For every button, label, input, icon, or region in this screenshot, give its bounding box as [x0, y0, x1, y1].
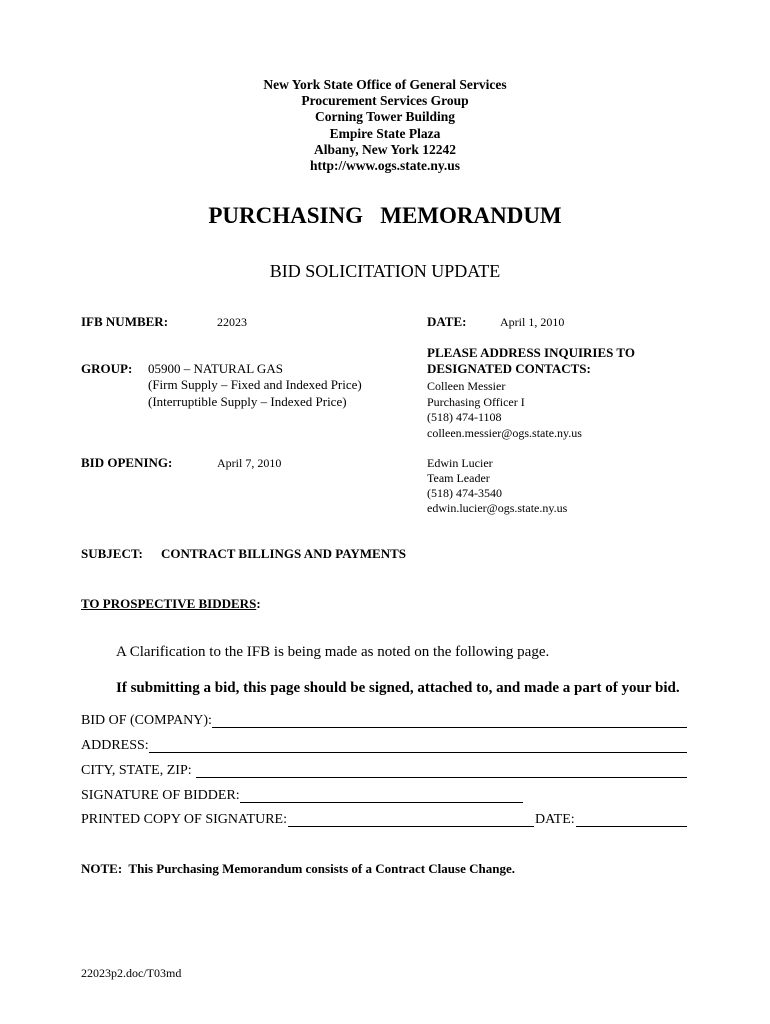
clarification-text: A Clarification to the IFB is being made as noted on the following page. — [116, 644, 550, 660]
signature-field-label: SIGNATURE OF BIDDER: — [81, 788, 240, 803]
contact-name: Edwin Lucier — [427, 456, 493, 470]
to-prospective-colon: : — [256, 596, 261, 611]
header-line-plaza: Empire State Plaza — [329, 126, 441, 141]
city-state-zip-field-line[interactable] — [196, 777, 687, 778]
note-text: NOTE: This Purchasing Memorandum consists of a Contract Clause Change. — [81, 861, 515, 876]
to-prospective-bidders — [81, 596, 261, 612]
group-line-3: (Interruptible Supply – Indexed Price) — [148, 394, 347, 409]
header-line-url[interactable]: http://www.ogs.state.ny.us — [309, 158, 461, 173]
date-field-label: DATE: — [535, 812, 575, 827]
contact-title: Purchasing Officer I — [427, 395, 525, 409]
printed-copy-field-line[interactable] — [288, 826, 534, 827]
document-footer: 22023p2.doc/T03md — [81, 966, 182, 980]
contact-email[interactable]: edwin.lucier@ogs.state.ny.us — [427, 501, 568, 515]
city-state-zip-field-label: CITY, STATE, ZIP: — [81, 763, 192, 778]
group-line-1: 05900 – NATURAL GAS — [148, 361, 283, 376]
to-prospective-label: TO PROSPECTIVE BIDDERS — [81, 596, 257, 611]
inquiries-heading-2: DESIGNATED CONTACTS: — [427, 361, 591, 376]
inquiries-heading-1: PLEASE ADDRESS INQUIRIES TO — [427, 345, 635, 360]
company-field-label: BID OF (COMPANY): — [81, 713, 212, 728]
ifb-number-value: 22023 — [217, 315, 247, 329]
contact-name: Colleen Messier — [427, 379, 506, 393]
signature-field-line[interactable] — [240, 802, 523, 803]
group-label: GROUP: — [81, 361, 133, 376]
address-field-line[interactable] — [149, 752, 687, 753]
contact-email[interactable]: colleen.messier@ogs.state.ny.us — [427, 426, 582, 440]
subject-value: CONTRACT BILLINGS AND PAYMENTS — [161, 546, 407, 561]
bid-opening-value: April 7, 2010 — [217, 456, 282, 470]
ifb-number-label: IFB NUMBER: — [81, 314, 169, 329]
date-value: April 1, 2010 — [500, 315, 565, 329]
contact-title: Team Leader — [427, 471, 490, 485]
address-field-label: ADDRESS: — [81, 738, 149, 753]
group-line-2: (Firm Supply – Fixed and Indexed Price) — [148, 377, 362, 392]
header-line-agency: New York State Office of General Services — [263, 77, 507, 92]
date-field-line[interactable] — [576, 826, 687, 827]
instruction-text: If submitting a bid, this page should be signed, attached to, and made a part of your bid. — [116, 680, 680, 696]
bid-opening-label: BID OPENING: — [81, 455, 173, 470]
date-label: DATE: — [427, 314, 467, 329]
header-line-building: Corning Tower Building — [314, 109, 456, 124]
page-title: PURCHASING MEMORANDUM — [208, 203, 562, 228]
contact-phone: (518) 474-3540 — [427, 486, 502, 500]
page-subtitle: BID SOLICITATION UPDATE — [269, 261, 501, 281]
subject-label: SUBJECT: — [81, 546, 143, 561]
contact-phone: (518) 474-1108 — [427, 410, 502, 424]
header-line-group: Procurement Services Group — [301, 93, 469, 108]
header-line-city: Albany, New York 12242 — [313, 142, 456, 157]
company-field-line[interactable] — [212, 727, 687, 728]
printed-copy-field-label: PRINTED COPY OF SIGNATURE: — [81, 812, 288, 827]
